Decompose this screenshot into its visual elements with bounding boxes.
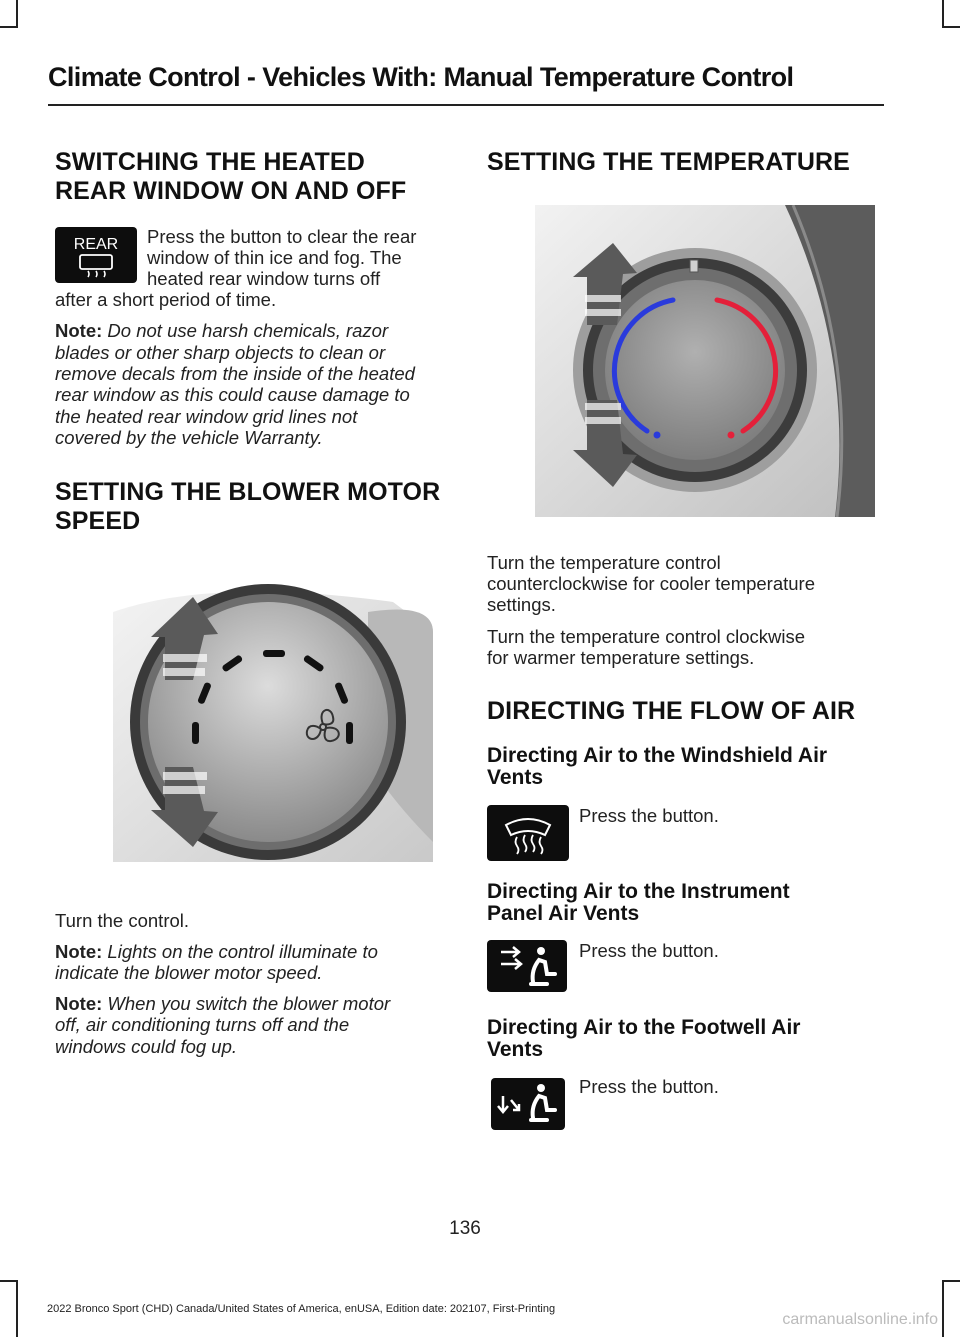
rear-defrost-icon <box>55 227 137 283</box>
heated-window-note-line-1: Note: Do not use harsh chemicals, razor <box>55 320 389 341</box>
heated-window-note-line-6: covered by the vehicle Warranty. <box>55 427 323 448</box>
heated-window-note-line-5: the heated rear window grid lines not <box>55 406 358 427</box>
crop-mark-bottom-right <box>942 1280 960 1282</box>
temperature-body2-line-2: for warmer temperature settings. <box>487 647 755 668</box>
panel-heading-line-2: Panel Air Vents <box>487 902 640 925</box>
windshield-body: Press the button. <box>579 805 719 826</box>
windshield-defrost-icon <box>487 805 569 861</box>
page-title: Climate Control - Vehicles With: Manual Temperature Control <box>48 62 794 92</box>
temperature-body2-line-1: Turn the temperature control clockwise <box>487 626 806 647</box>
heated-window-body-line-1: Press the button to clear the rear <box>147 226 417 247</box>
panel-vent-glyph <box>487 940 567 992</box>
heated-window-body-line-2: window of thin ice and fog. The <box>147 247 402 268</box>
footwell-heading-line-1: Directing Air to the Footwell Air <box>487 1016 801 1039</box>
crop-mark-bottom-right-v <box>942 1280 944 1337</box>
blower-note1-line-2: indicate the blower motor speed. <box>55 962 323 983</box>
airflow-heading: DIRECTING THE FLOW OF AIR <box>487 697 856 725</box>
heated-window-note-line-3: remove decals from the inside of the heated <box>55 363 415 384</box>
blower-body: Turn the control. <box>55 910 190 931</box>
blower-heading-line-2: SPEED <box>55 507 141 535</box>
rear-label: REAR <box>73 236 119 253</box>
temperature-body1-line-2: counterclockwise for cooler temperature <box>487 573 816 594</box>
temperature-heading: SETTING THE TEMPERATURE <box>487 148 850 176</box>
windshield-heading-line-1: Directing Air to the Windshield Air <box>487 744 828 767</box>
heated-window-note-line-2: blades or other sharp objects to clean or <box>55 342 386 363</box>
heated-window-body-line-4: after a short period of time. <box>55 289 277 310</box>
page-number: 136 <box>449 1218 481 1239</box>
heated-window-note-line-4: rear window as this could cause damage to <box>55 384 410 405</box>
crop-mark-top-left-v <box>16 0 18 26</box>
windshield-defrost-glyph <box>487 805 569 861</box>
blower-control-illustration <box>93 572 443 872</box>
blower-heading-line-1: SETTING THE BLOWER MOTOR <box>55 478 441 506</box>
temperature-body1-line-1: Turn the temperature control <box>487 552 721 573</box>
watermark: carmanualsonline.info <box>782 1311 938 1328</box>
temperature-control-illustration <box>535 205 875 517</box>
blower-note2-line-2: off, air conditioning turns off and the <box>55 1014 350 1035</box>
windshield-heading-line-2: Vents <box>487 766 544 789</box>
heated-window-body-line-3: heated rear window turns off <box>147 268 381 289</box>
blower-note2-line-3: windows could fog up. <box>55 1036 238 1057</box>
edition-footer: 2022 Bronco Sport (CHD) Canada/United States of America, enUSA, Edition date: 202107, First-Printing <box>47 1303 556 1315</box>
heated-window-heading-line-2: REAR WINDOW ON AND OFF <box>55 177 407 205</box>
heated-window-heading-line-1: SWITCHING THE HEATED <box>55 148 365 176</box>
footwell-heading-line-2: Vents <box>487 1038 544 1061</box>
footwell-vent-glyph <box>491 1078 565 1130</box>
rear-defrost-glyph <box>55 227 137 283</box>
crop-mark-top-left <box>0 26 18 28</box>
footwell-body: Press the button. <box>579 1076 719 1097</box>
crop-mark-bottom-left-v <box>16 1280 18 1337</box>
footwell-vent-icon <box>491 1078 565 1130</box>
header-divider <box>48 104 884 106</box>
note-label: Note: <box>55 320 103 341</box>
crop-mark-top-right-v <box>942 0 944 26</box>
crop-mark-top-right <box>942 26 960 28</box>
blower-note2-line-1: Note: When you switch the blower motor <box>55 993 391 1014</box>
temperature-body1-line-3: settings. <box>487 594 556 615</box>
blower-note1-line-1: Note: Lights on the control illuminate to <box>55 941 378 962</box>
panel-vent-icon <box>487 940 567 992</box>
panel-body: Press the button. <box>579 940 719 961</box>
panel-heading-line-1: Directing Air to the Instrument <box>487 880 790 903</box>
